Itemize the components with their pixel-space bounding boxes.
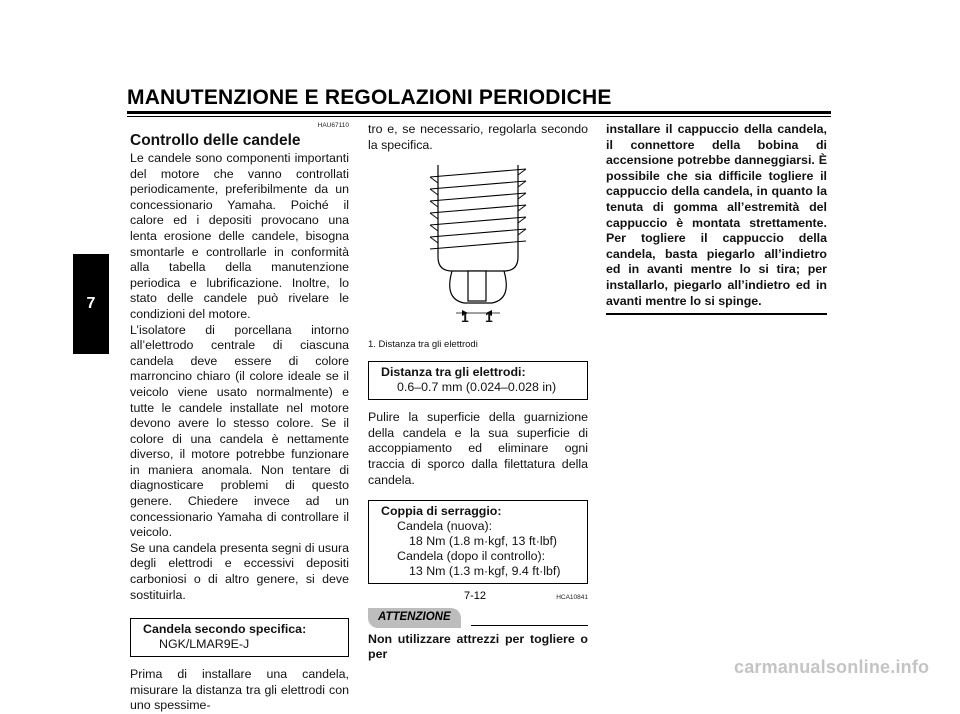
spark-plug-spec-box (130, 618, 349, 657)
column-2 (368, 122, 588, 663)
measure-paragraph: Prima di installare una candela, misurare la distanza tra gli elettrodi con uno spessime- (130, 667, 349, 713)
torque-new-label: Candela (nuova): (397, 519, 493, 534)
torque-new-value: 18 Nm (1.8 m·kgf, 13 ft·lbf) (409, 534, 558, 549)
torque-title: Coppia di serraggio: (381, 504, 502, 519)
continuation-paragraph: tro e, se necessario, regolarla secondo la specifica. (368, 122, 588, 152)
spec-value: NGK/LMAR9E-J (159, 637, 250, 652)
gap-spec-box (368, 361, 588, 400)
torque-after-label: Candela (dopo il controllo): (397, 549, 546, 564)
header-rule-thin (127, 116, 831, 117)
attention-badge: ATTENZIONE (368, 608, 461, 628)
figure-caption: 1. Distanza tra gli elettrodi (368, 339, 478, 351)
section-code: HAU67110 (317, 122, 349, 129)
replace-paragraph: Se una candela presenta segni di usura degli elettrodi e eccessivi depositi carboniosi o di altro genere, si deve sostituirla. (130, 540, 349, 602)
intro-paragraph: Le candele sono componenti importanti del motore che vanno controllati periodicamente, preferibilmente da un concessionario Yamaha. Poiché il calore ed i depositi provocano una lenta erosione delle candele, bisogna smontarle e controllarle in conformità alla tabella della manutenzione periodica e lubrificazione. Inoltre, lo stato delle candele può rivelare le condizioni del motore. (130, 151, 349, 321)
warning-start: Non utilizzare attrezzi per togliere o per (368, 631, 588, 662)
figure-callout-1: 1 (461, 309, 469, 326)
page-number: 7-12 (464, 590, 487, 602)
spark-plug-gap-illustration (368, 153, 588, 323)
watermark: carmanualsonline.info (734, 657, 930, 677)
header-rule (127, 111, 831, 114)
clean-paragraph: Pulire la superficie della guarnizione della candela e la sua superficie di accoppiamento ed eliminare ogni traccia di sporco dalla filettatura della candela. (368, 410, 588, 487)
column-3 (606, 122, 827, 315)
torque-after-value: 13 Nm (1.3 m·kgf, 9.4 ft·lbf) (409, 564, 561, 579)
warning-end-rule (606, 313, 827, 315)
torque-spec-box (368, 500, 588, 584)
gap-spec-title: Distanza tra gli elettrodi: (381, 365, 526, 380)
warning-continuation: installare il cappuccio della candela, il connettore della bobina di accensione potrebbe danneggiarsi. È possibile che sia difficile togliere il cappuccio della candela, in quanto la tenuta di gomma all’estremità del cappuccio è montata strettamente. Per togliere il cappuccio della candela, basta piegarlo all’indietro ed in avanti mentre lo si tira; per installarlo, piegarlo all’indietro ed in avanti mentre lo si spinge. (606, 122, 827, 308)
figure-callout-1b: 1 (485, 309, 493, 326)
spark-plug-figure (368, 153, 588, 326)
page-header-title: MANUTENZIONE E REGOLAZIONI PERIODICHE (127, 86, 612, 109)
attention-header (368, 608, 588, 628)
spec-title: Candela secondo specifica: (143, 622, 307, 637)
insulator-paragraph: L’isolatore di porcellana intorno all’elettrodo centrale di ciascuna candela deve essere di colore marroncino chiaro (il colore ideale se il veicolo viene usato normalmente) e tutte le candele installate nel motore devono avere lo stesso colore. Se il colore di una candela è nettamente diverso, il motore potrebbe funzionare in maniera anomala. Non tentare di diagnosticare problemi di questo genere. Chiedere invece ad un concessionario Yamaha di controllare il veicolo. (130, 322, 349, 540)
column-1 (130, 122, 349, 714)
section-title: Controllo delle candele (130, 132, 301, 149)
gap-spec-value: 0.6–0.7 mm (0.024–0.028 in) (397, 380, 557, 395)
attention-rule (471, 625, 588, 626)
chapter-tab: 7 (73, 254, 109, 354)
attention-code: HCA10841 (556, 594, 588, 602)
